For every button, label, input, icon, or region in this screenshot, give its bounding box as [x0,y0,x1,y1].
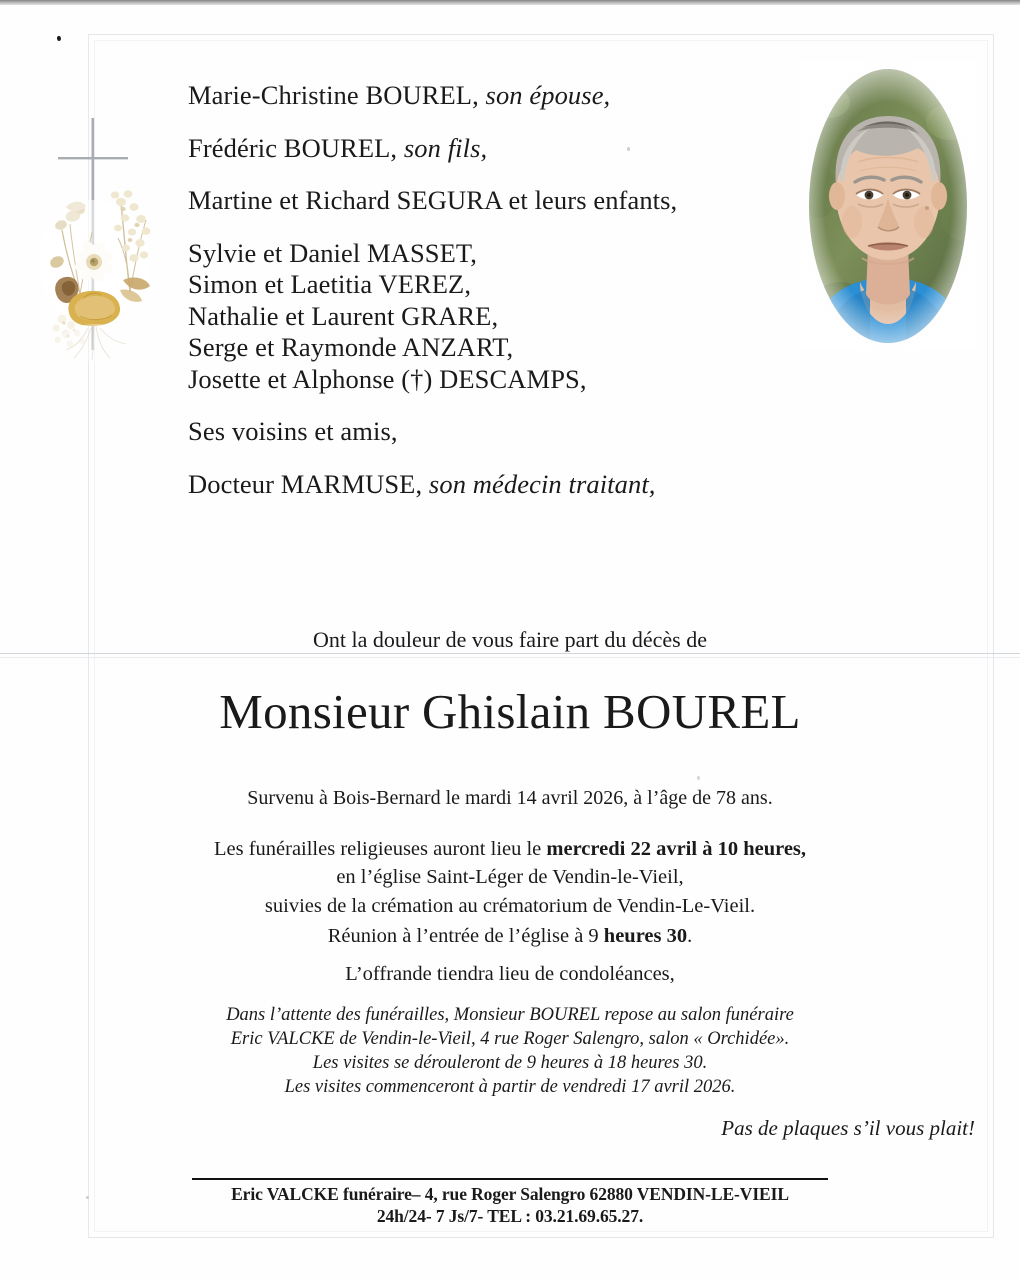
no-plaques-note: Pas de plaques s’il vous plait! [721,1116,975,1140]
family-member-spouse [188,82,788,109]
cross-with-flowers-icon [22,112,182,362]
family-group-item: Josette et Alphonse (†) DESCAMPS, [188,363,587,394]
funeral-cremation: suivies de la crémation au crématorium de Vendin-Le-Vieil. [264,894,756,917]
family-group-item: Nathalie et Laurent GRARE, [188,300,499,331]
footer-phone: 24h/24- 7 Js/7- TEL : 03.21.69.65.27. [376,1206,644,1227]
family-member-name: Marie-Christine BOUREL, [188,80,479,110]
family-group-item: Sylvie et Daniel MASSET, [188,237,477,268]
reunion-suffix: . [687,925,693,947]
family-list [188,82,788,523]
funeral-details [0,835,1020,920]
scan-top-edge [0,0,1020,5]
family-neighbours: Ses voisins et amis, [188,416,398,446]
salon-line: Eric VALCKE de Vendin-le-Vieil, 4 rue Roger Salengro, salon « Orchidée». [230,1029,790,1050]
family-member-relation: son épouse, [478,80,611,110]
salon-line: Les visites se dérouleront de 9 heures à 18 heures 30. [312,1053,708,1074]
reunion-line [0,925,1020,948]
paper-fold-crease [0,653,1020,654]
family-group-list [188,237,788,394]
funeral-datetime: mercredi 22 avril à 10 heures, [546,838,807,860]
death-information: Survenu à Bois-Bernard le mardi 14 avril 2026, à l’âge de 78 ans. [247,787,773,809]
funeral-datetime-line [0,835,1020,863]
family-group-item: Simon et Laetitia VEREZ, [188,269,472,299]
family-member-name: Martine et Richard SEGURA et leurs enfants, [188,185,678,215]
funeral-church: en l’église Saint-Léger de Vendin-le-Vieil, [336,866,684,889]
funeral-home-details [0,1003,1020,1099]
family-member-name: Frédéric BOUREL, [188,132,398,163]
reunion-prefix: Réunion à l’entrée de l’église à 9 [327,925,604,947]
salon-line: Les visites commenceront à partir de vendredi 17 avril 2026. [284,1077,736,1098]
footer-address: Eric VALCKE funéraire– 4, rue Roger Salengro 62880 VENDIN-LE-VIEIL [231,1184,789,1204]
family-member-segura [188,187,788,214]
family-group-item: Serge et Raymonde ANZART, [188,332,514,362]
funeral-prefix: Les funérailles religieuses auront lieu le [213,838,547,860]
reunion-time: heures 30 [603,925,688,947]
footer-divider [192,1178,828,1180]
announcement-lead: Ont la douleur de vous faire part du décès de [312,627,708,652]
offering-note: L’offrande tiendra lieu de condoléances, [345,963,675,985]
paper-fold-crease-shadow [0,657,1020,658]
deceased-name: Monsieur Ghislain BOUREL [219,684,801,739]
portrait-photo [800,62,976,350]
family-member-relation: son fils, [397,132,488,163]
family-member-son [188,132,788,163]
family-doctor [188,468,788,499]
doctor-name: Docteur MARMUSE, [188,468,423,499]
doctor-relation: son médecin traitant, [422,468,656,499]
salon-line: Dans l’attente des funérailles, Monsieur BOUREL repose au salon funéraire [226,1005,794,1025]
scan-speck [697,776,700,780]
ink-speck [56,35,61,41]
footer [0,1178,1020,1227]
